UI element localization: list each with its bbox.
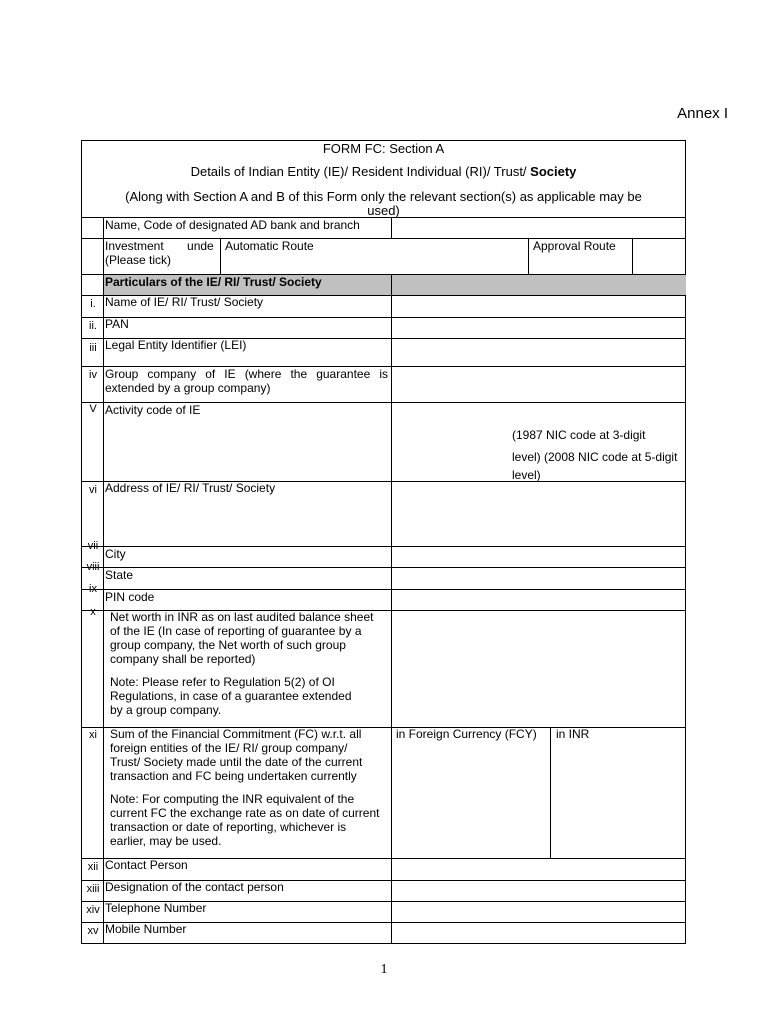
fc-note-line: Note: For computing the INR equivalent of the <box>110 792 355 806</box>
form-subtitle-text: Details of Indian Entity (IE)/ Resident Individual (RI)/ Trust/ <box>190 164 531 179</box>
pin-code-label: PIN code <box>105 590 155 604</box>
row-number: iii <box>89 342 97 354</box>
nic-code-line3: level) <box>512 468 541 482</box>
nic-code-line2: level) (2008 NIC code at 5-digit <box>512 450 678 464</box>
fcy-label: in Foreign Currency (FCY) <box>396 727 537 741</box>
row-number: ix <box>89 583 97 595</box>
city-label: City <box>105 547 126 561</box>
financial-commitment-label <box>110 727 386 783</box>
activity-code-label: Activity code of IE <box>105 403 201 417</box>
row-divider <box>82 546 686 547</box>
investment-label: Investment unde <box>105 239 214 253</box>
row-divider <box>82 317 686 318</box>
fc-note-line: current FC the exchange rate as on date of current <box>110 806 380 820</box>
row-number: xi <box>89 729 97 741</box>
row-divider <box>82 567 686 568</box>
net-worth-note-line: Regulations, in case of a guarantee extended <box>110 689 352 703</box>
net-worth-line: of the IE (In case of reporting of guarantee by a <box>110 624 362 638</box>
fc-note-line: earlier, may be used. <box>110 834 222 848</box>
designation-label: Designation of the contact person <box>105 880 284 894</box>
row-number: xv <box>87 925 99 937</box>
column-divider <box>391 217 392 238</box>
row-number: V <box>89 403 97 415</box>
financial-commitment-note <box>110 792 386 848</box>
group-company-label: Group company of IE (where the guarantee is <box>105 367 388 381</box>
automatic-route-label: Automatic Route <box>225 239 314 253</box>
lei-label: Legal Entity Identifier (LEI) <box>105 338 247 352</box>
row-number: ii. <box>89 320 97 332</box>
nic-code-line1: (1987 NIC code at 3-digit <box>512 428 646 442</box>
section-title: Particulars of the IE/ RI/ Trust/ Society <box>105 275 322 289</box>
row-number: x <box>90 606 96 618</box>
row-number: xii <box>87 861 99 873</box>
column-divider <box>391 274 392 944</box>
column-divider <box>220 238 221 274</box>
contact-person-label: Contact Person <box>105 858 188 872</box>
net-worth-line: Net worth in INR as on last audited balance sheet <box>110 610 374 624</box>
inr-label: in INR <box>556 727 590 741</box>
mobile-label: Mobile Number <box>105 922 187 936</box>
fc-note-line: transaction or date of reporting, whichever is <box>110 820 347 834</box>
fc-line: Sum of the Financial Commitment (FC) w.r.t. all <box>110 727 362 741</box>
entity-name-label: Name of IE/ RI/ Trust/ Society <box>105 295 264 309</box>
address-label: Address of IE/ RI/ Trust/ Society <box>105 481 276 495</box>
pan-label: PAN <box>105 317 129 331</box>
column-divider <box>550 727 551 858</box>
net-worth-note-line: by a group company. <box>110 703 222 717</box>
form-table <box>81 140 686 944</box>
form-title: FORM FC: Section A <box>322 141 445 156</box>
approval-route-label: Approval Route <box>533 239 616 253</box>
row-number: xiii <box>86 883 100 895</box>
net-worth-note <box>110 675 386 717</box>
fc-line: transaction and FC being undertaken currently <box>110 769 357 783</box>
row-divider <box>82 589 686 590</box>
row-number: vii <box>87 540 99 552</box>
annex-label: Annex I <box>677 105 728 122</box>
row-number: xiv <box>86 904 100 916</box>
page-number: 1 <box>380 962 388 977</box>
row-number: viii <box>86 561 100 573</box>
form-subtitle <box>82 164 685 179</box>
telephone-label: Telephone Number <box>105 901 207 915</box>
form-subtitle-bold: Society <box>530 164 577 179</box>
row-number: iv <box>89 369 97 381</box>
row-number: vi <box>89 484 97 496</box>
ad-bank-label: Name, Code of designated AD bank and branch <box>105 218 360 232</box>
row-number: i. <box>90 298 96 310</box>
group-company-label-cont: extended by a group company) <box>105 381 271 395</box>
column-divider <box>632 238 633 274</box>
fc-line: foreign entities of the IE/ RI/ group company/ <box>110 741 348 755</box>
net-worth-note-line: Note: Please refer to Regulation 5(2) of OI <box>110 675 335 689</box>
net-worth-line: group company, the Net worth of such group <box>110 638 346 652</box>
net-worth-line: company shall be reported) <box>110 652 256 666</box>
form-note-line1: (Along with Section A and B of this Form only the relevant section(s) as applicable may be <box>125 189 642 204</box>
investment-tick-note: (Please tick) <box>105 253 172 267</box>
state-label: State <box>105 568 134 582</box>
column-divider <box>103 217 104 944</box>
fc-line: Trust/ Society made until the date of the current <box>110 755 363 769</box>
net-worth-label <box>110 610 386 666</box>
form-note-line2: used) <box>367 203 400 218</box>
column-divider <box>528 238 529 274</box>
